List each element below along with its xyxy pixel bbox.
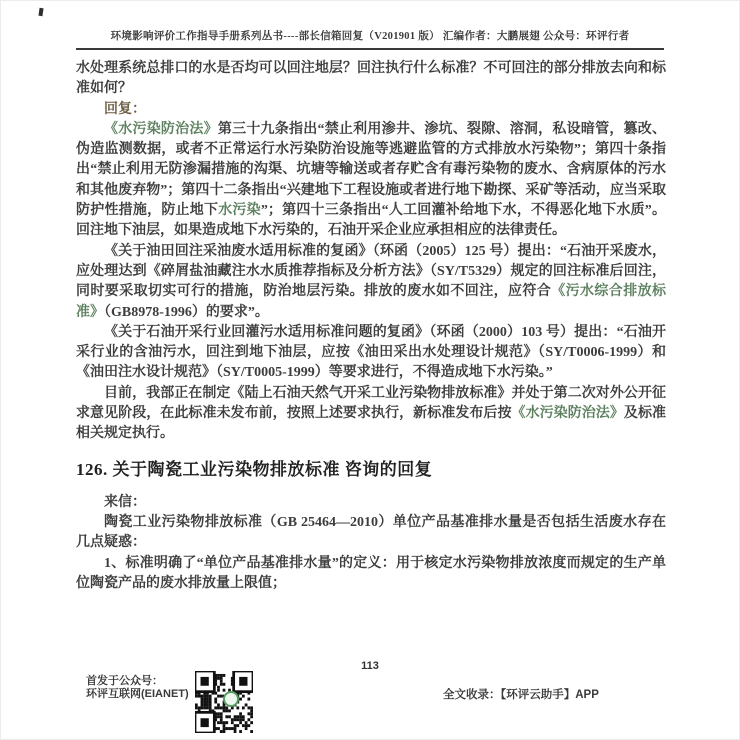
section-heading: 126. 关于陶瓷工业污染物排放标准 咨询的回复 xyxy=(76,459,433,479)
letter-label xyxy=(76,493,666,513)
text-run: 陶瓷工业污染物排放标准（GB 25464—2010）单位产品基准排水量是否包括生活废水存在几点疑惑： xyxy=(76,514,666,551)
qr-code-icon xyxy=(195,671,253,733)
text-run: 《水污染防治法》 xyxy=(511,406,624,422)
reply-paragraph-1 xyxy=(76,120,666,242)
text-run: 《污水综合排放标准》 xyxy=(76,284,667,320)
footer-publisher xyxy=(86,675,189,701)
text-run: 第三十九条指出“禁止利用渗井、渗坑、裂隙、溶洞，私设暗管，篡改、伪造监测数据，或者不正常运行水污染防治设施等逃避监管的方式排放水污染物”；第四十条指出“禁止利用无防渗漏措施的沟渠、坑塘等输送或者存贮含有毒污染物的废水、含病原体的污水和其他废弃物”；第四十二条指出“兴建地下工程设施或者进行地下勘探、采矿等活动，应当采取防护性措施，防止地下 xyxy=(76,121,667,219)
page-number: 113 xyxy=(361,660,379,672)
text-run: 《关于油田回注采油废水适用标准的复函》（环函（2005）125 号）提出：“石油开采废水，应处理达到《碎屑盐油藏注水水质推荐指标及分析方法》（SY/T5329）规定的回注标准后回注，同时要采取切实可行的措施，防治地层污染。排放的废水如不回注，应符合 xyxy=(76,243,666,300)
running-header: 环境影响评价工作指导手册系列丛书----部长信箱回复（V201901 版） 汇编作者：大鹏展翅 公众号：环评行者 xyxy=(110,31,630,42)
text-run: 目前，我部正在制定《陆上石油天然气开采工业污染物排放标准》并处于第二次对外公开征求意见阶段，在此标准未发布前，按照上述要求执行，新标准发布后按 xyxy=(76,385,666,422)
question-paragraph xyxy=(76,59,666,100)
text-run: 来信： xyxy=(104,494,146,510)
reply-paragraph-3 xyxy=(76,323,666,384)
text-run: 及标准相关规定执行。 xyxy=(76,406,667,442)
text-run: 水处理系统总排口的水是否均可以回注地层？回注执行什么标准？不可回注的部分排放去向和标准如何？ xyxy=(76,61,666,97)
reply-paragraph-2 xyxy=(76,242,666,323)
text-run: （GB8978-1996）的要求”。 xyxy=(104,304,269,320)
footer-publisher-line1: 首发于公众号： xyxy=(86,675,163,687)
reply-label xyxy=(76,100,666,120)
footer-publisher-line2: 环评互联网(EIANET) xyxy=(86,688,189,700)
text-run: 《水污染防治法》 xyxy=(104,121,218,137)
text-run: 《关于石油开采行业回灌污水适用标准问题的复函》（环函（2000）103 号）提出：“石油开采行业的含油污水，回注到地下油层，应按《油田采出水处理设计规范》（SY/T0006-1999）和《油田注水设计规范》（SY/T0005-1999）等要求进行，不得造成地下水污染。” xyxy=(76,324,666,381)
reply-paragraph-4 xyxy=(76,384,666,445)
text-run: 1、标准明确了“单位产品基准排水量”的定义：用于核定水污染物排放浓度而规定的生产单位陶瓷产品的废水排放量上限值； xyxy=(76,555,666,591)
document-body xyxy=(76,59,666,594)
letter-paragraph-2 xyxy=(76,554,666,595)
footer-app-note: 全文收录：【环评云助手】APP xyxy=(443,689,599,701)
text-run: ”；第四十三条指出“人工回灌补给地下水，不得恶化地下水质”。回注地下油层，如果造成地下水污染的，石油开采企业应承担相应的法律责任。 xyxy=(76,203,667,239)
text-run: 回复： xyxy=(104,101,146,117)
scan-artifact xyxy=(38,8,43,16)
text-run: 水污染 xyxy=(218,203,261,219)
header-rule xyxy=(76,48,664,50)
letter-paragraph-1 xyxy=(76,513,666,554)
